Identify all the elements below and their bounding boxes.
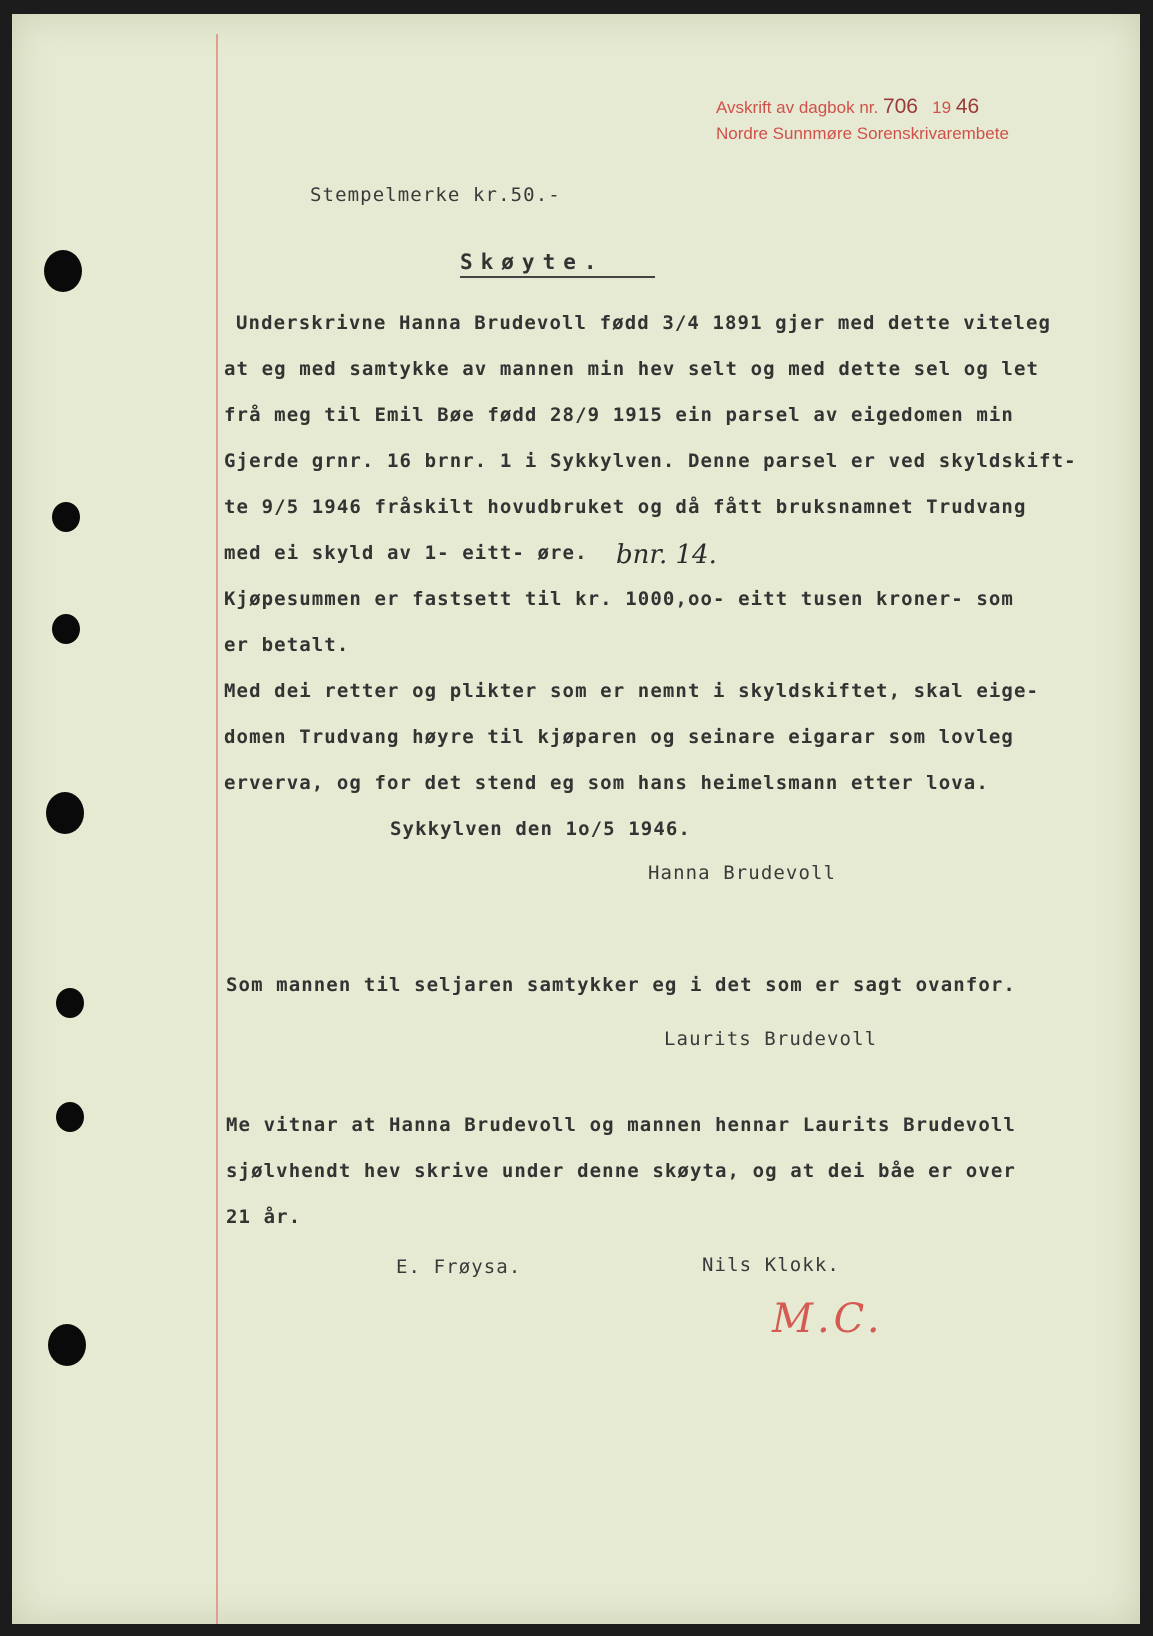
binder-hole: [56, 1102, 84, 1132]
witness-line: sjølvhendt hev skrive under denne skøyta, og at dei båe er over: [226, 1160, 1016, 1182]
body-line: te 9/5 1946 fråskilt hovudbruket og då fått bruksnamnet Trudvang: [224, 496, 1027, 518]
stamp-year-suffix: 46: [955, 95, 980, 118]
stamp-line1-prefix: Avskrift av dagbok nr.: [716, 98, 879, 117]
witness-line: 21 år.: [226, 1206, 302, 1228]
stamp-office: Nordre Sunnmøre Sorenskrivarembete: [716, 124, 1009, 143]
binder-hole: [52, 502, 80, 532]
stamp-dagbok-number: 706: [882, 95, 918, 118]
witness-signature: Nils Klokk.: [702, 1254, 840, 1276]
binder-hole: [46, 792, 84, 834]
body-line: er betalt.: [224, 634, 350, 656]
body-line: at eg med samtykke av mannen min hev selt og med dette sel og let: [224, 358, 1040, 380]
body-line: frå meg til Emil Bøe fødd 28/9 1915 ein parsel av eigedomen min: [224, 404, 1014, 426]
margin-line: [216, 34, 218, 1624]
body-line: Kjøpesummen er fastsett til kr. 1000,oo- eitt tusen kroner- som: [224, 588, 1014, 610]
binder-hole: [44, 250, 82, 292]
witness-signature: E. Frøysa.: [396, 1256, 522, 1278]
place-date: Sykkylven den 1o/5 1946.: [390, 818, 691, 840]
binder-hole: [56, 988, 84, 1018]
body-line: med ei skyld av 1- eitt- øre.: [224, 542, 588, 564]
body-line: Med dei retter og plikter som er nemnt i skyldskiftet, skal eige-: [224, 680, 1040, 702]
consent-line: Som mannen til seljaren samtykker eg i det som er sagt ovanfor.: [226, 974, 1016, 996]
binder-hole: [52, 614, 80, 644]
body-line: erverva, og for det stend eg som hans heimelsmann etter lova.: [224, 772, 989, 794]
document-page: [12, 14, 1140, 1624]
document-title: Skøyte.: [460, 250, 655, 278]
body-line: domen Trudvang høyre til kjøparen og seinare eigarar som lovleg: [224, 726, 1014, 748]
signature-seller: Hanna Brudevoll: [648, 862, 837, 884]
body-line: Gjerde grnr. 16 brnr. 1 i Sykkylven. Denne parsel er ved skyldskift-: [224, 450, 1077, 472]
registry-stamp: [716, 94, 1009, 147]
signature-husband: Laurits Brudevoll: [664, 1028, 878, 1050]
handwritten-initials: M.C.: [772, 1296, 884, 1342]
stempelmerke: Stempelmerke kr.50.-: [310, 184, 561, 206]
body-line: Underskrivne Hanna Brudevoll fødd 3/4 1891 gjer med dette viteleg: [236, 312, 1052, 334]
binder-hole: [48, 1324, 86, 1366]
witness-line: Me vitnar at Hanna Brudevoll og mannen hennar Laurits Brudevoll: [226, 1114, 1016, 1136]
handwritten-bnr: bnr. 14.: [616, 540, 717, 570]
stamp-year-prefix: 19: [932, 98, 952, 117]
